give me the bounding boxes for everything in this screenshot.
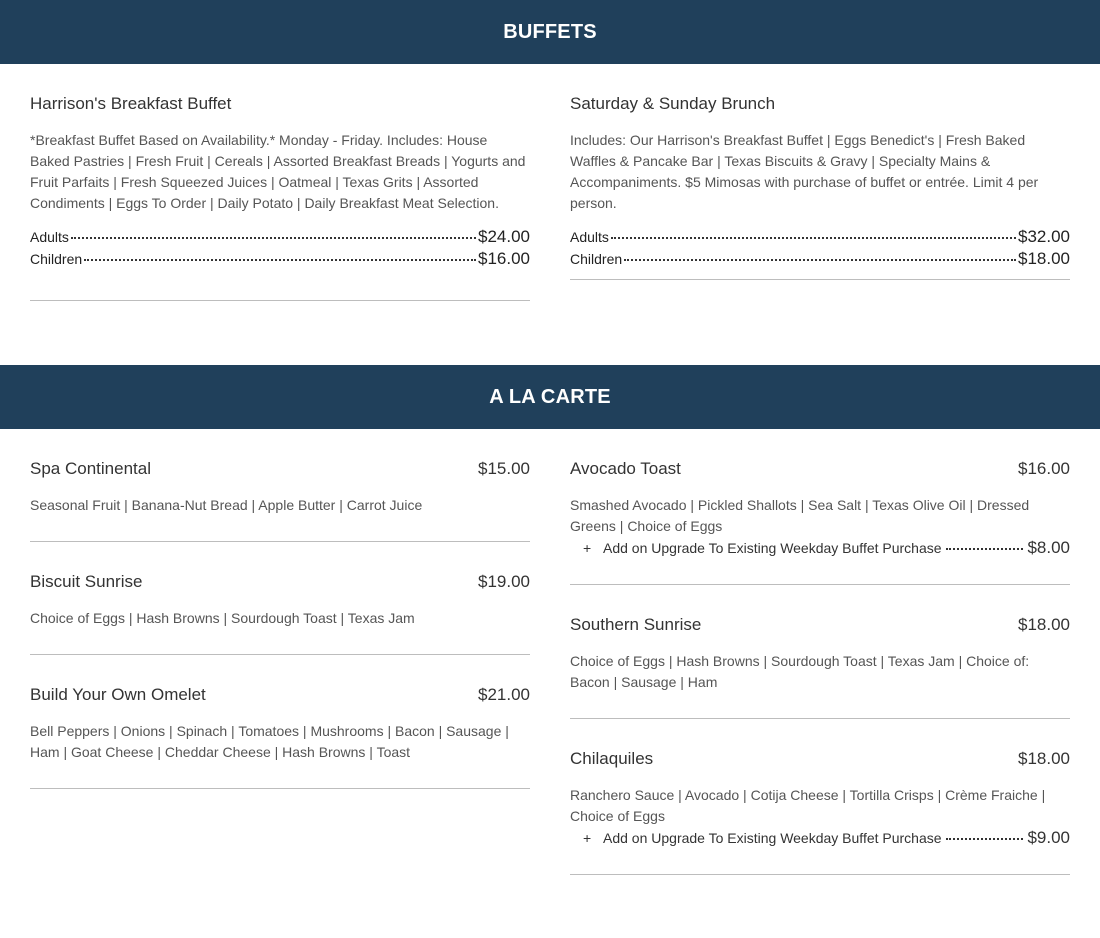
dot-leader (84, 259, 476, 261)
item-description: Ranchero Sauce | Avocado | Cotija Cheese | Tortilla Crisps | Crème Fraiche | Choice of Eggs (570, 787, 1046, 824)
price-row (30, 226, 530, 248)
item-title: Harrison's Breakfast Buffet (30, 94, 232, 113)
menu-item-chilaquiles (570, 749, 1070, 875)
section-header-a-la-carte (0, 365, 1100, 429)
section-title: BUFFETS (503, 20, 597, 43)
price-row (570, 248, 1070, 270)
dot-leader (71, 237, 476, 239)
item-price: $18.00 (1018, 749, 1070, 768)
item-description: Smashed Avocado | Pickled Shallots | Sea Salt | Texas Olive Oil | Dressed Greens | Choice of Eggs (570, 497, 1030, 534)
item-description: Choice of Eggs | Hash Browns | Sourdough Toast | Texas Jam (30, 610, 415, 626)
price-amount: $24.00 (478, 227, 530, 246)
menu-item-avocado-toast (570, 459, 1070, 585)
price-label: Adults (30, 229, 69, 245)
item-price: $21.00 (478, 685, 530, 704)
addon-row (570, 827, 1070, 849)
item-price: $19.00 (478, 572, 530, 591)
price-label: Children (30, 251, 83, 267)
price-label: Adults (570, 229, 609, 245)
menu-item-spa-continental (30, 459, 530, 542)
menu-item-southern-sunrise (570, 615, 1070, 719)
section-title: A LA CARTE (489, 385, 611, 408)
dot-leader (611, 237, 1016, 239)
item-description: *Breakfast Buffet Based on Availability.* Monday - Friday. Includes: House Baked Pastries | Fresh Fruit | Cereals | Assorted Breakfast Breads | Yogurts and Fruit Parfaits | Fresh Squeezed Juices | Oatmeal | Texas Grits | Assorted Condiments | Eggs To Order | Daily Potato | Daily Breakfast Meat Selection. (30, 132, 526, 211)
price-amount: $16.00 (478, 249, 530, 268)
price-amount: $32.00 (1018, 227, 1070, 246)
addon-price: $9.00 (1027, 828, 1070, 847)
price-row (570, 226, 1070, 248)
price-amount: $18.00 (1018, 249, 1070, 268)
price-list (30, 226, 530, 270)
item-description: Seasonal Fruit | Banana-Nut Bread | Apple Butter | Carrot Juice (30, 497, 423, 513)
menu-item-biscuit-sunrise (30, 572, 530, 655)
item-price: $18.00 (1018, 615, 1070, 634)
item-price: $16.00 (1018, 459, 1070, 478)
item-price: $15.00 (478, 459, 530, 478)
addon-label: Add on Upgrade To Existing Weekday Buffet Purchase (603, 830, 942, 846)
dot-leader (946, 838, 1024, 840)
item-description: Bell Peppers | Onions | Spinach | Tomatoes | Mushrooms | Bacon | Sausage | Ham | Goat Cheese | Cheddar Cheese | Hash Browns | Toast (30, 723, 509, 760)
item-description: Choice of Eggs | Hash Browns | Sourdough Toast | Texas Jam | Choice of: Bacon | Sausage | Ham (570, 653, 1030, 690)
addon-label: Add on Upgrade To Existing Weekday Buffet Purchase (603, 540, 942, 556)
plus-icon: + (583, 830, 592, 846)
dot-leader (946, 548, 1024, 550)
menu-item-build-your-own-omelet (30, 685, 530, 789)
item-title: Spa Continental (30, 459, 151, 478)
item-title: Saturday & Sunday Brunch (570, 94, 776, 113)
item-description: Includes: Our Harrison's Breakfast Buffet | Eggs Benedict's | Fresh Baked Waffles & Pancake Bar | Texas Biscuits & Gravy | Specialty Mains & Accompaniments. $5 Mimosas with purchase of buffet or entrée. Limit 4 per person. (570, 132, 1039, 211)
item-title: Avocado Toast (570, 459, 681, 478)
section-header-buffets (0, 0, 1100, 64)
menu-item-breakfast-buffet (30, 94, 530, 301)
price-row (30, 248, 530, 270)
price-label: Children (570, 251, 623, 267)
price-list (570, 226, 1070, 270)
addon-row (570, 537, 1070, 559)
item-title: Southern Sunrise (570, 615, 702, 634)
item-title: Chilaquiles (570, 749, 654, 768)
addon-price: $8.00 (1027, 538, 1070, 557)
dot-leader (624, 259, 1016, 261)
item-title: Biscuit Sunrise (30, 572, 143, 591)
menu-item-weekend-brunch (570, 94, 1070, 280)
plus-icon: + (583, 540, 592, 556)
item-title: Build Your Own Omelet (30, 685, 206, 704)
